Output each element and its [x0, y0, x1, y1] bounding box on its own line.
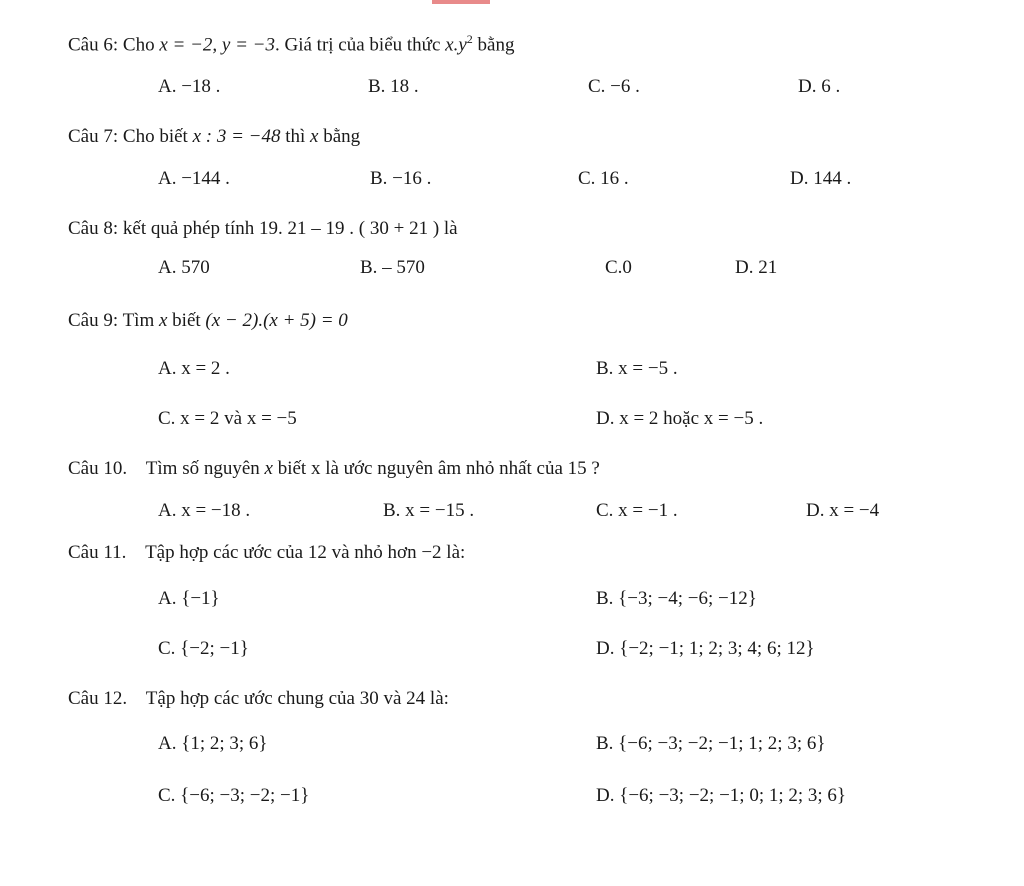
q12-option-b: B. {−6; −3; −2; −1; 1; 2; 3; 6}	[596, 733, 826, 754]
q9-option-a: A. x = 2 .	[158, 358, 230, 379]
top-edge-mark	[432, 0, 490, 4]
question-10-pre: Tìm số nguyên	[145, 458, 260, 479]
q8-option-c: C.0	[605, 257, 632, 278]
q7-option-c: C. 16 .	[578, 168, 629, 189]
question-7-post: bằng	[323, 126, 361, 147]
question-8	[68, 218, 458, 240]
q12-option-a: A. {1; 2; 3; 6}	[158, 733, 268, 754]
q12-option-d: D. {−6; −3; −2; −1; 0; 1; 2; 3; 6}	[596, 785, 847, 806]
q11-option-a: A. {−1}	[158, 588, 220, 609]
question-9	[68, 310, 348, 332]
q10-option-c: C. x = −1 .	[596, 500, 678, 521]
q12-option-c: C. {−6; −3; −2; −1}	[158, 785, 310, 806]
question-7-var: x	[310, 126, 319, 147]
q8-option-a: A. 570	[158, 257, 210, 278]
question-11-text: Tập hợp các ước của 12 và nhỏ hơn −2 là:	[145, 542, 466, 563]
q11-option-b: B. {−3; −4; −6; −12}	[596, 588, 757, 609]
question-9-math: (x − 2).(x + 5) = 0	[205, 310, 348, 331]
question-6-math: x = −2, y = −3	[159, 34, 275, 56]
q6-option-b: B. 18 .	[368, 76, 419, 97]
q11-option-d: D. {−2; −1; 1; 2; 3; 4; 6; 12}	[596, 638, 815, 659]
question-8-label: Câu 8:	[68, 218, 119, 239]
q8-option-b: B. – 570	[360, 257, 425, 278]
q7-option-b: B. −16 .	[370, 168, 432, 189]
question-6-label: Câu 6:	[68, 34, 119, 56]
q8-option-d: D. 21	[735, 257, 778, 278]
question-6	[68, 32, 514, 56]
q6-option-d: D. 6 .	[798, 76, 841, 97]
question-9-pre: Tìm	[122, 310, 155, 331]
question-12	[68, 688, 449, 710]
question-7-label: Câu 7:	[68, 126, 119, 147]
question-7-mid: thì	[285, 126, 306, 147]
question-6-post: bằng	[477, 34, 515, 56]
q7-option-a: A. −144 .	[158, 168, 230, 189]
q6-option-c: C. −6 .	[588, 76, 640, 97]
question-10-var: x	[264, 458, 273, 479]
q10-option-b: B. x = −15 .	[383, 500, 475, 521]
question-8-text: kết quả phép tính 19. 21 – 19 . ( 30 + 21 ) là	[122, 218, 458, 239]
question-7-math: x : 3 = −48	[192, 126, 281, 147]
question-11-label: Câu 11.	[68, 542, 127, 563]
question-7	[68, 126, 360, 148]
question-6-mid: . Giá trị của biểu thức	[274, 34, 441, 56]
question-9-mid: biết	[172, 310, 201, 331]
question-11	[68, 542, 465, 564]
q6-option-a: A. −18 .	[158, 76, 221, 97]
question-12-text: Tập hợp các ước chung của 30 và 24 là:	[145, 688, 449, 709]
q9-option-d: D. x = 2 hoặc x = −5 .	[596, 408, 764, 429]
question-10-post: biết x là ước nguyên âm nhỏ nhất của 15 ?	[277, 458, 600, 479]
question-10-label: Câu 10.	[68, 458, 128, 479]
q9-option-c: C. x = 2 và x = −5	[158, 408, 297, 429]
question-9-var: x	[158, 310, 168, 331]
question-7-pre: Cho biết	[122, 126, 188, 147]
q11-option-c: C. {−2; −1}	[158, 638, 249, 659]
q9-option-b: B. x = −5 .	[596, 358, 678, 379]
question-6-pre: Cho	[122, 34, 155, 56]
question-6-expr: x.y	[445, 34, 467, 56]
q10-option-d: D. x = −4	[806, 500, 880, 521]
q7-option-d: D. 144 .	[790, 168, 852, 189]
q10-option-a: A. x = −18 .	[158, 500, 251, 521]
question-12-label: Câu 12.	[68, 688, 128, 709]
question-10	[68, 458, 600, 480]
question-6-exp: 2	[466, 32, 473, 46]
question-9-label: Câu 9:	[68, 310, 119, 331]
